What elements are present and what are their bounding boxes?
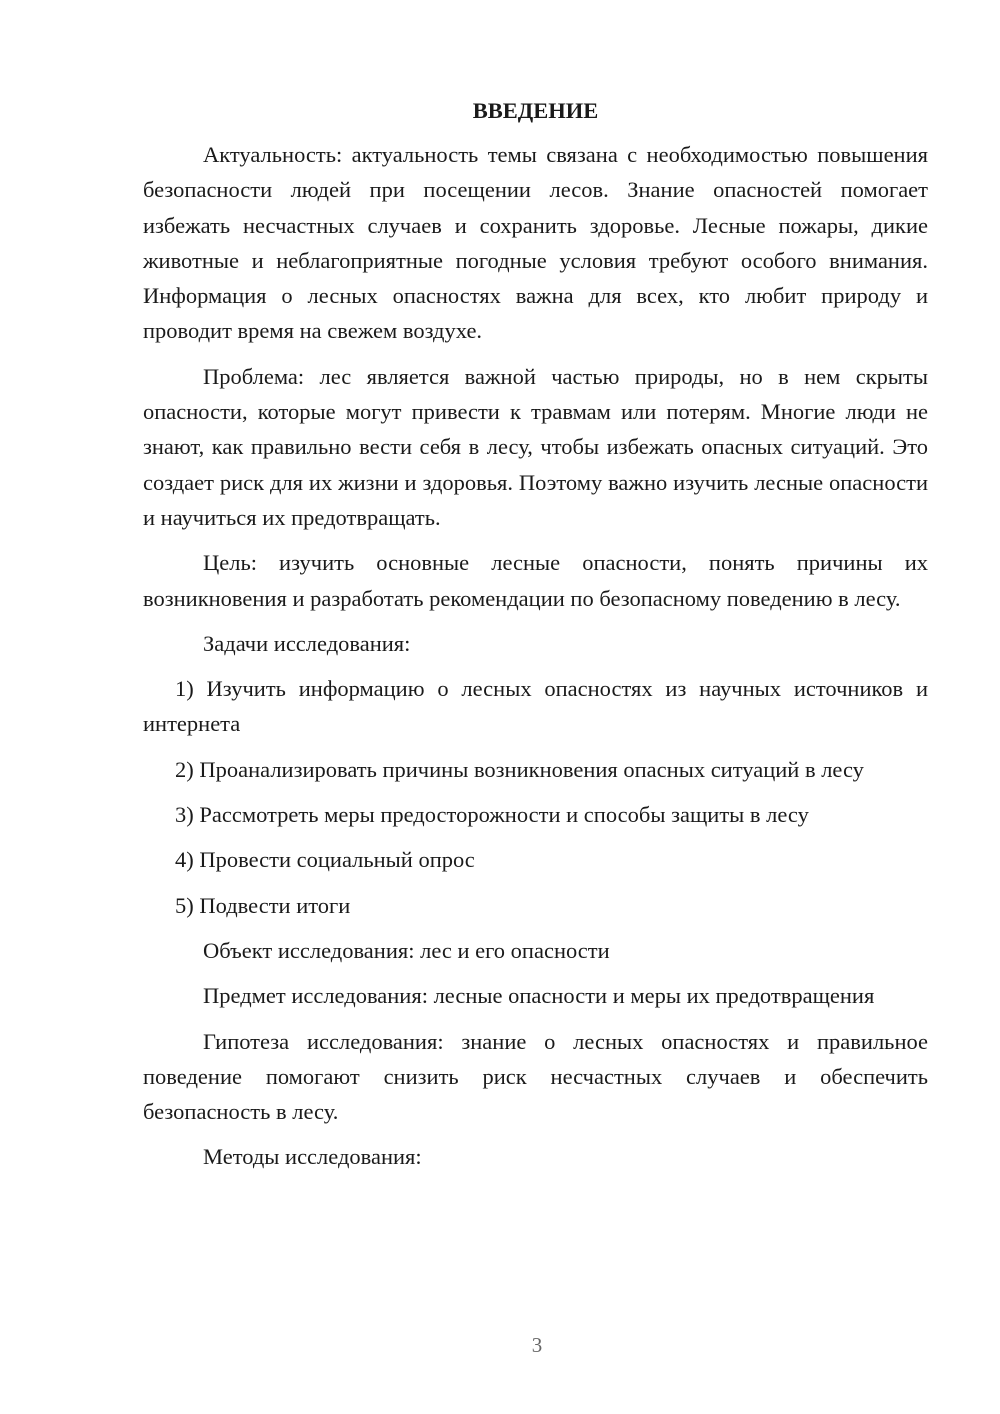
task-item-4: 4) Провести социальный опрос <box>175 847 475 873</box>
task-item-1: 1) Изучить информацию о лесных опасностях из научных источников и интернета <box>143 676 928 737</box>
section-title: ВВЕДЕНИЕ <box>472 98 599 123</box>
task-item-2: 2) Проанализировать причины возникновения опасных ситуаций в лесу <box>175 756 864 782</box>
task-item-3: 3) Рассмотреть меры предосторожности и способы защиты в лесу <box>175 802 809 828</box>
paragraph-subject: Предмет исследования: лесные опасности и меры их предотвращения <box>203 983 875 1009</box>
tasks-heading: Задачи исследования: <box>203 630 411 656</box>
paragraph-goal: Цель: изучить основные лесные опасности, понять причины их возникновения и разработать рекомендации по безопасному поведению в лесу. <box>143 550 928 611</box>
paragraph-problem: Проблема: лес является важной частью природы, но в нем скрыты опасности, которые могут привести к травмам или потерям. Многие люди не знают, как правильно вести себя в лесу, чтобы избежать опасных ситуаций. Это создает риск для их жизни и здоровья. Поэтому важно изучить лесные опасности и научиться их предотвращать. <box>143 363 928 530</box>
paragraph-relevance: Актуальность: актуальность темы связана с необходимостью повышения безопасности людей при посещении лесов. Знание опасностей помогает избежать несчастных случаев и сохранить здоровье. Лесные пожары, дикие животные и неблагоприятные погодные условия требуют особого внимания. Информация о лесных опасностях важна для всех, кто любит природу и проводит время на свежем воздухе. <box>143 142 928 344</box>
page-content <box>143 96 928 1185</box>
paragraph-hypothesis: Гипотеза исследования: знание о лесных опасностях и правильное поведение помогают снизить риск несчастных случаев и обеспечить безопасность в лесу. <box>143 1028 928 1125</box>
page-number: 3 <box>531 1333 543 1357</box>
methods-heading: Методы исследования: <box>203 1144 422 1170</box>
paragraph-object: Объект исследования: лес и его опасности <box>203 937 610 963</box>
task-item-5: 5) Подвести итоги <box>175 892 351 918</box>
